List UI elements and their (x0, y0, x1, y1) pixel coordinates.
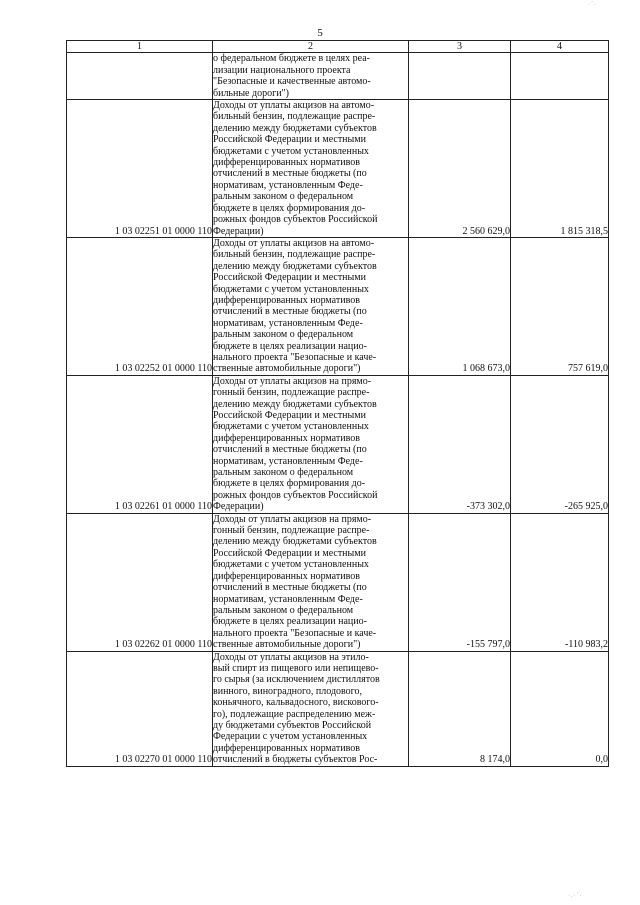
budget-code-cell: 1 03 02252 01 0000 110 (67, 237, 213, 375)
description-line: гонный бензин, подлежащие распре- (213, 525, 370, 537)
scan-artifact-top: ·´· (588, 2, 597, 8)
description-line: бильный бензин, подлежащие распре- (213, 249, 376, 261)
description-line: бюджете в целях реализации нацио- (213, 616, 367, 628)
description-line: го), подлежащие распределению меж- (213, 708, 376, 720)
description-line: Федерации с учетом установленных (213, 731, 368, 743)
column-header-2: 2 (213, 41, 409, 53)
description-line: дифференцированных нормативов (213, 570, 360, 582)
description-line: дифференцированных нормативов (213, 294, 360, 306)
budget-code-cell: 1 03 02251 01 0000 110 (67, 100, 213, 238)
description-line: вый спирт из пищевого или непищево- (213, 662, 379, 674)
description-line: нормативам, установленным Феде- (213, 317, 363, 329)
table-row (67, 375, 609, 513)
table-row (67, 237, 609, 375)
description-line: Доходы от уплаты акцизов на прямо- (213, 375, 372, 387)
description-line: делению между бюджетами субъектов (213, 536, 377, 548)
description-line: бильный бензин, подлежащие распре- (213, 111, 376, 123)
scan-artifact-bottom: ·.·´· (568, 893, 583, 899)
description-line: бильные дороги") (213, 87, 289, 99)
column-number-row (67, 41, 609, 53)
description-line: отчислений в местные бюджеты (по (213, 582, 367, 594)
description-line: бюджете в целях реализации нацио- (213, 340, 367, 352)
description-line: гонный бензин, подлежащие распре- (213, 387, 370, 399)
description-line: ственные автомобильные дороги") (213, 639, 361, 651)
amount-col3-cell: 2 560 629,0 (409, 100, 511, 238)
description-line: делению между бюджетами субъектов (213, 398, 377, 410)
description-line: бюджетами с учетом установленных (213, 145, 369, 157)
amount-col4-cell: 0,0 (511, 651, 609, 766)
column-header-4: 4 (511, 41, 609, 53)
revenue-description-cell (213, 100, 409, 238)
budget-revenue-table (66, 40, 609, 767)
description-line: отчислений в местные бюджеты (по (213, 444, 367, 456)
table-row (67, 53, 609, 100)
amount-col3-cell: 1 068 673,0 (409, 237, 511, 375)
amount-col3-cell: -155 797,0 (409, 513, 511, 651)
amount-col4-cell: 757 619,0 (511, 237, 609, 375)
description-line: ральным законом о федеральном (213, 191, 354, 203)
description-line: Доходы от уплаты акцизов на этило- (213, 651, 369, 663)
table-row (67, 513, 609, 651)
budget-code-cell: 1 03 02262 01 0000 110 (67, 513, 213, 651)
description-line: го сырья (за исключением дистиллятов (213, 674, 380, 686)
description-line: делению между бюджетами субъектов (213, 260, 377, 272)
column-header-1: 1 (67, 41, 213, 53)
description-line: дифференцированных нормативов (213, 157, 360, 169)
description-line: ральным законом о федеральном (213, 467, 354, 479)
description-line: нормативам, установленным Феде- (213, 179, 363, 191)
description-line: Российской Федерации и местными (213, 410, 366, 421)
amount-col3-cell: -373 302,0 (409, 375, 511, 513)
description-line: делению между бюджетами субъектов (213, 122, 377, 134)
description-line: дифференцированных нормативов (213, 432, 360, 444)
description-line: нормативам, установленным Феде- (213, 455, 363, 467)
budget-code-cell: 1 03 02261 01 0000 110 (67, 375, 213, 513)
amount-col4-cell (511, 53, 609, 100)
description-line: бюджете в целях формирования до- (213, 478, 366, 490)
amount-col4-cell: 1 815 318,5 (511, 100, 609, 238)
revenue-description-cell (213, 513, 409, 651)
description-line: Российской Федерации и местными (213, 272, 366, 284)
description-line: Российской Федерации и местными (213, 547, 366, 559)
description-line: отчислений в местные бюджеты (по (213, 168, 367, 180)
description-line: винного, виноградного, плодового, (213, 685, 363, 697)
description-line: бюджетами с учетом установленных (213, 559, 369, 571)
description-line: Федерации) (213, 501, 264, 513)
page-number: 5 (317, 27, 323, 39)
description-line: Доходы от уплаты акцизов на автомо- (213, 100, 375, 112)
revenue-description-cell (213, 237, 409, 375)
description-line: нального проекта "Безопасные и каче- (213, 627, 377, 639)
description-line: дифференцированных нормативов (213, 742, 360, 754)
description-line: "Безопасные и качественные автомо- (213, 76, 371, 88)
description-line: Доходы от уплаты акцизов на прямо- (213, 513, 372, 525)
revenue-description-cell (213, 375, 409, 513)
description-line: бюджетами с учетом установленных (213, 421, 369, 433)
description-line: Российской Федерации и местными (213, 134, 366, 146)
description-line: Доходы от уплаты акцизов на автомо- (213, 237, 375, 249)
description-line: ральным законом о федеральном (213, 329, 354, 341)
amount-col4-cell: -265 925,0 (511, 375, 609, 513)
description-line: ральным законом о федеральном (213, 604, 354, 616)
description-line: коньячного, кальвадосного, вискового- (213, 697, 379, 709)
amount-col4-cell: -110 983,2 (511, 513, 609, 651)
description-line: Федерации) (213, 225, 264, 237)
description-line: ду бюджетами субъектов Российской (213, 719, 372, 731)
table-row (67, 100, 609, 238)
column-header-3: 3 (409, 41, 511, 53)
description-line: бюджетами с учетом установленных (213, 283, 369, 295)
description-line: лизации национального проекта (213, 64, 351, 76)
description-line: нального проекта "Безопасные и каче- (213, 351, 377, 363)
description-line: рожных фондов субъектов Российской (213, 214, 378, 226)
description-line: ственные автомобильные дороги") (213, 363, 361, 375)
description-line: отчислений в местные бюджеты (по (213, 306, 367, 318)
description-line: рожных фондов субъектов Российской (213, 489, 378, 501)
amount-col3-cell (409, 53, 511, 100)
description-line: нормативам, установленным Феде- (213, 593, 363, 605)
amount-col3-cell: 8 174,0 (409, 651, 511, 766)
budget-code-cell: 1 03 02270 01 0000 110 (67, 651, 213, 766)
description-line: о федеральном бюджете в целях реа- (213, 53, 370, 65)
budget-code-cell (67, 53, 213, 100)
revenue-description-cell (213, 651, 409, 766)
description-line: отчислений в бюджеты субъектов Рос- (213, 754, 378, 766)
description-line: бюджете в целях формирования до- (213, 202, 366, 214)
revenue-description-cell (213, 53, 409, 100)
table-row (67, 651, 609, 766)
